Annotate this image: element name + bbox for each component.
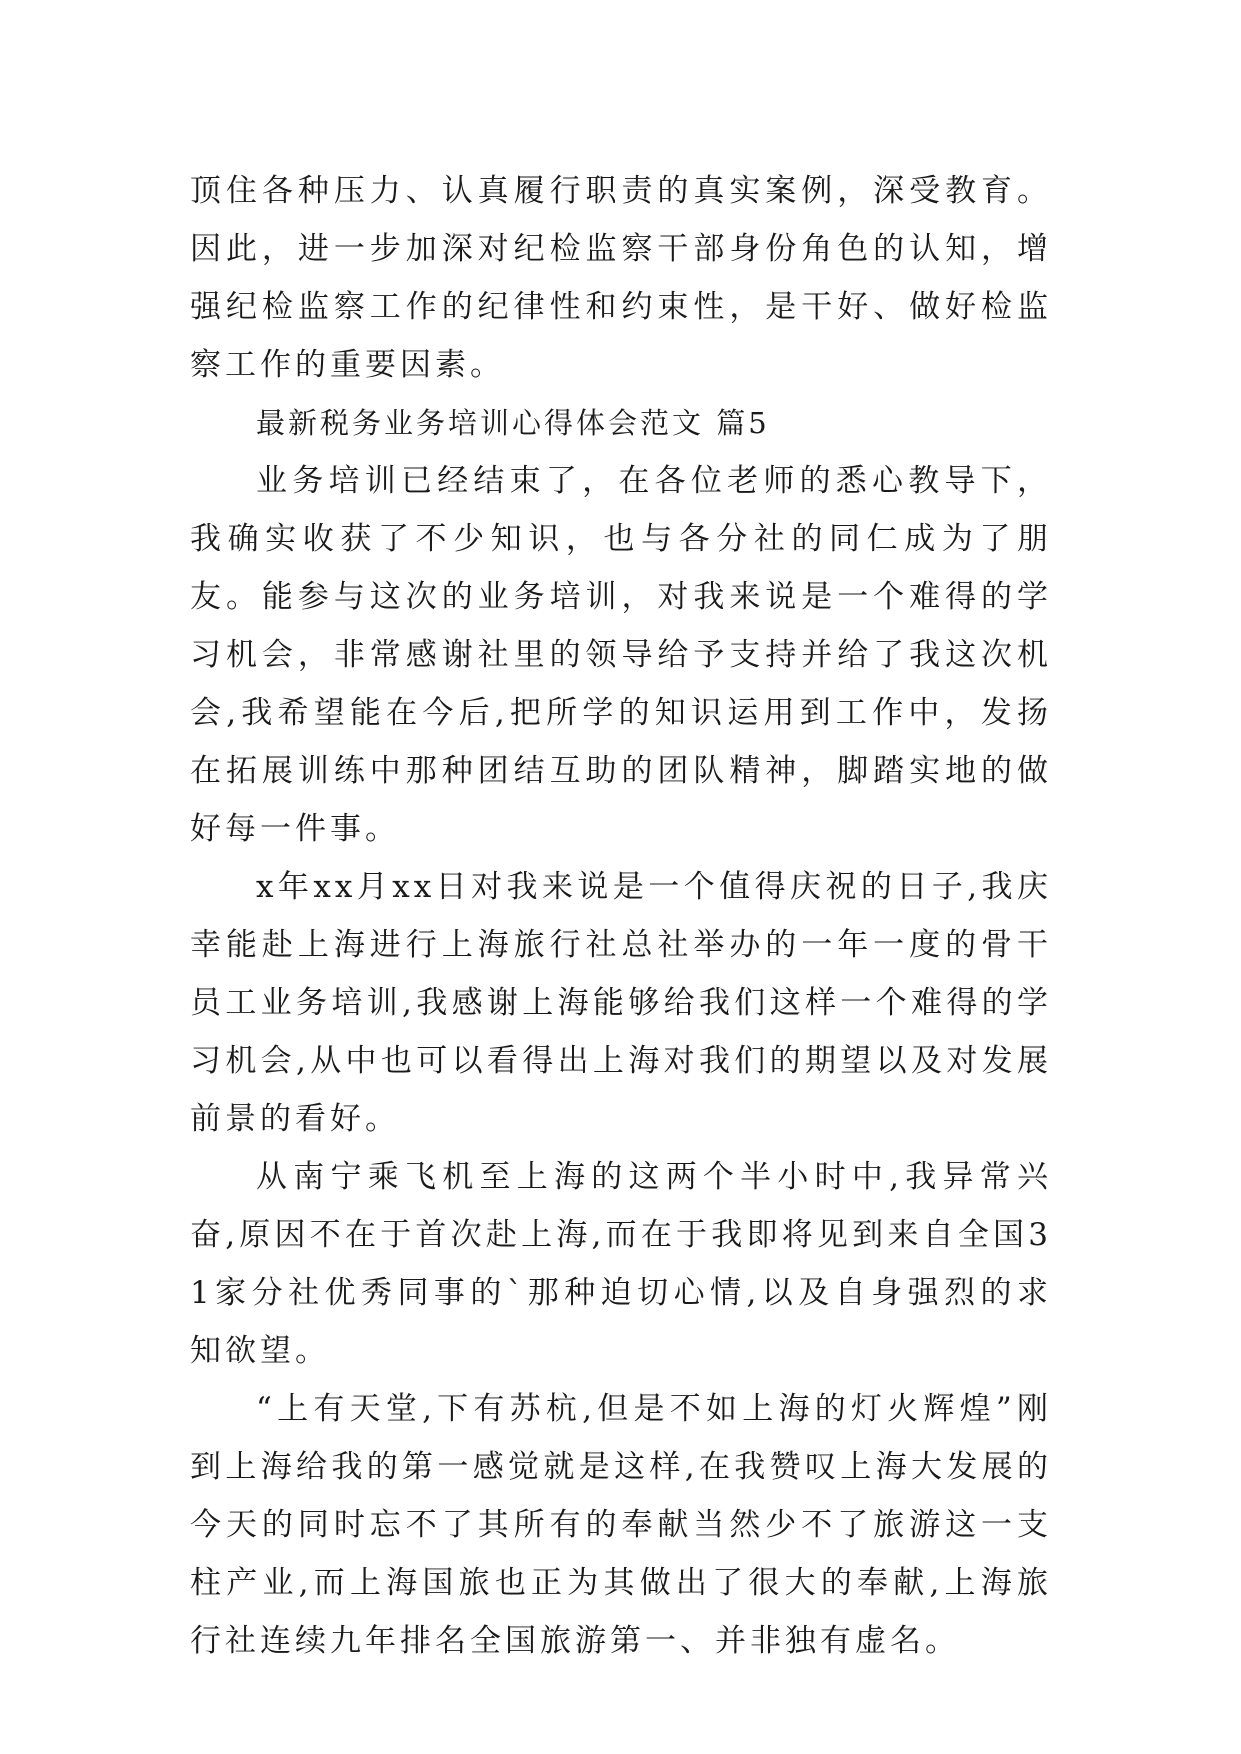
- paragraph-3: 从南宁乘飞机至上海的这两个半小时中,我异常兴奋,原因不在于首次赴上海,而在于我即将见到来自全国31家分社优秀同事的`那种迫切心情,以及自身强烈的求知欲望。: [190, 1159, 1052, 1369]
- paragraph-4: “上有天堂,下有苏杭,但是不如上海的灯火辉煌”刚到上海给我的第一感觉就是这样,在我赞叹上海大发展的今天的同时忘不了其所有的奉献当然少不了旅游这一支柱产业,而上海国旅也正为其做出了很大的奉献,上海旅行社连续九年排名全国旅游第一、并非独有虚名。: [190, 1391, 1052, 1659]
- document-body: [190, 162, 1052, 1670]
- paragraph-2: x年xx月xx日对我来说是一个值得庆祝的日子,我庆幸能赴上海进行上海旅行社总社举办的一年一度的骨干员工业务培训,我感谢上海能够给我们这样一个难得的学习机会,从中也可以看得出上海对我们的期望以及对发展前景的看好。: [190, 869, 1052, 1137]
- section-heading: 最新税务业务培训心得体会范文 篇5: [256, 406, 770, 440]
- paragraph-continuation: 顶住各种压力、认真履行职责的真实案例，深受教育。因此，进一步加深对纪检监察干部身份角色的认知，增强纪检监察工作的纪律性和约束性，是干好、做好检监察工作的重要因素。: [190, 173, 1052, 383]
- paragraph-1: 业务培训已经结束了，在各位老师的悉心教导下，我确实收获了不少知识，也与各分社的同仁成为了朋友。能参与这次的业务培训，对我来说是一个难得的学习机会，非常感谢社里的领导给予支持并给了我这次机会,我希望能在今后,把所学的知识运用到工作中，发扬在拓展训练中那种团结互助的团队精神，脚踏实地的做好每一件事。: [190, 463, 1052, 847]
